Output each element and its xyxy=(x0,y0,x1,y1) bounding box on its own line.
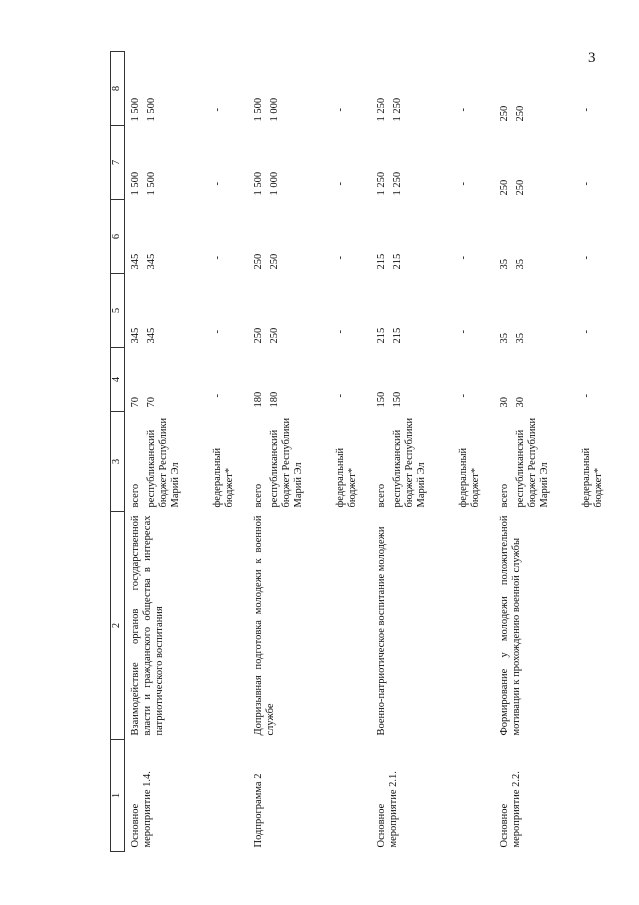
measure-code: Основное мероприятие 2.2. xyxy=(499,771,523,848)
value-cell: - xyxy=(335,394,347,398)
col-header: 3 xyxy=(111,412,125,512)
rotated-table-container xyxy=(110,52,605,852)
value-cell: - xyxy=(212,394,224,398)
value-cell: 215 xyxy=(392,327,404,344)
measure-code: Подпрограмма 2 xyxy=(253,773,265,848)
value-cell: - xyxy=(458,182,470,186)
table-row xyxy=(494,52,513,852)
value-cell: 250 xyxy=(515,179,527,196)
value-cell: 345 xyxy=(130,327,141,344)
table-row xyxy=(371,52,390,852)
value-cell: 1 000 xyxy=(269,97,281,122)
funding-label-republic: республиканский бюджет Республики Марий Эл xyxy=(269,417,305,508)
col-header: 4 xyxy=(111,348,125,412)
value-cell: - xyxy=(335,108,347,112)
value-cell: 215 xyxy=(392,253,404,270)
value-cell: - xyxy=(581,394,593,398)
value-cell: 1 250 xyxy=(392,97,404,122)
value-cell: 1 500 xyxy=(253,97,265,122)
value-cell: - xyxy=(212,256,224,260)
value-cell: 70 xyxy=(130,397,141,408)
table-row xyxy=(248,52,267,852)
value-cell: - xyxy=(581,108,593,112)
value-cell: 30 xyxy=(499,397,511,408)
value-cell: 1 500 xyxy=(253,171,265,196)
value-cell: 250 xyxy=(269,327,281,344)
value-cell: 180 xyxy=(253,391,265,408)
value-cell: 345 xyxy=(146,327,158,344)
value-cell: 250 xyxy=(499,179,511,196)
value-cell: 35 xyxy=(515,259,527,270)
funding-label-federal: федеральный бюджет* xyxy=(335,447,359,508)
value-cell: 250 xyxy=(253,253,265,270)
value-cell: 1 250 xyxy=(392,171,404,196)
measure-name: Формирование у молодежи положительной мотивации к прохождению военной службы xyxy=(499,515,523,736)
funding-label-total: всего xyxy=(130,483,141,508)
funding-label-republic: республиканский бюджет Республики Марий Эл xyxy=(146,417,182,508)
value-cell: - xyxy=(458,330,470,334)
value-cell: 1 500 xyxy=(146,97,158,122)
value-cell: 250 xyxy=(515,105,527,122)
header-row xyxy=(111,52,125,852)
value-cell: 1 500 xyxy=(130,171,141,196)
value-cell: 215 xyxy=(376,253,388,270)
page-number: 3 xyxy=(588,50,596,66)
value-cell: 35 xyxy=(499,259,511,270)
value-cell: 345 xyxy=(146,253,158,270)
funding-label-federal: федеральный бюджет* xyxy=(581,447,605,508)
value-cell: 1 250 xyxy=(376,171,388,196)
value-cell: 215 xyxy=(376,327,388,344)
value-cell: 250 xyxy=(499,105,511,122)
measure-name: Допризывная подготовка молодежи к военной службе xyxy=(253,515,277,736)
value-cell: 180 xyxy=(269,391,281,408)
value-cell: 1 000 xyxy=(269,171,281,196)
value-cell: 250 xyxy=(269,253,281,270)
value-cell: - xyxy=(581,256,593,260)
value-cell: 30 xyxy=(515,397,527,408)
value-cell: 35 xyxy=(499,333,511,344)
value-cell: - xyxy=(212,330,224,334)
value-cell: - xyxy=(581,330,593,334)
value-cell: - xyxy=(458,394,470,398)
value-cell: 345 xyxy=(130,253,141,270)
funding-label-total: всего xyxy=(253,483,265,508)
funding-label-republic: республиканский бюджет Республики Марий Эл xyxy=(392,417,428,508)
measure-name: Взаимодействие органов государственной власти и гражданского общества в интересах патриотического воспитания xyxy=(130,515,166,736)
col-header: 6 xyxy=(111,200,125,274)
value-cell: - xyxy=(335,256,347,260)
measure-code: Основное мероприятие 1.4. xyxy=(130,771,154,848)
value-cell: 70 xyxy=(146,397,158,408)
col-header: 1 xyxy=(111,740,125,852)
measure-name: Военно-патриотическое воспитание молодежи xyxy=(376,526,388,736)
value-cell: 150 xyxy=(392,391,404,408)
funding-label-federal: федеральный бюджет* xyxy=(458,447,482,508)
col-header: 2 xyxy=(111,512,125,740)
value-cell: 35 xyxy=(515,333,527,344)
table-row xyxy=(125,52,145,852)
col-header: 7 xyxy=(111,126,125,200)
col-header: 8 xyxy=(111,52,125,126)
col-header: 5 xyxy=(111,274,125,348)
value-cell: - xyxy=(335,330,347,334)
table-body xyxy=(125,52,618,852)
funding-label-federal: федеральный бюджет* xyxy=(212,447,236,508)
value-cell: - xyxy=(458,256,470,260)
funding-label-total: всего xyxy=(499,483,511,508)
value-cell: 1 500 xyxy=(146,171,158,196)
value-cell: - xyxy=(212,182,224,186)
funding-label-total: всего xyxy=(376,483,388,508)
value-cell: 150 xyxy=(376,391,388,408)
value-cell: 250 xyxy=(253,327,265,344)
value-cell: - xyxy=(581,182,593,186)
measure-code: Основное мероприятие 2.1. xyxy=(376,771,400,848)
funding-table xyxy=(110,51,617,852)
value-cell: 1 250 xyxy=(376,97,388,122)
value-cell: - xyxy=(458,108,470,112)
value-cell: - xyxy=(335,182,347,186)
funding-label-republic: республиканский бюджет Республики Марий Эл xyxy=(515,417,551,508)
value-cell: - xyxy=(212,108,224,112)
value-cell: 1 500 xyxy=(130,97,141,122)
